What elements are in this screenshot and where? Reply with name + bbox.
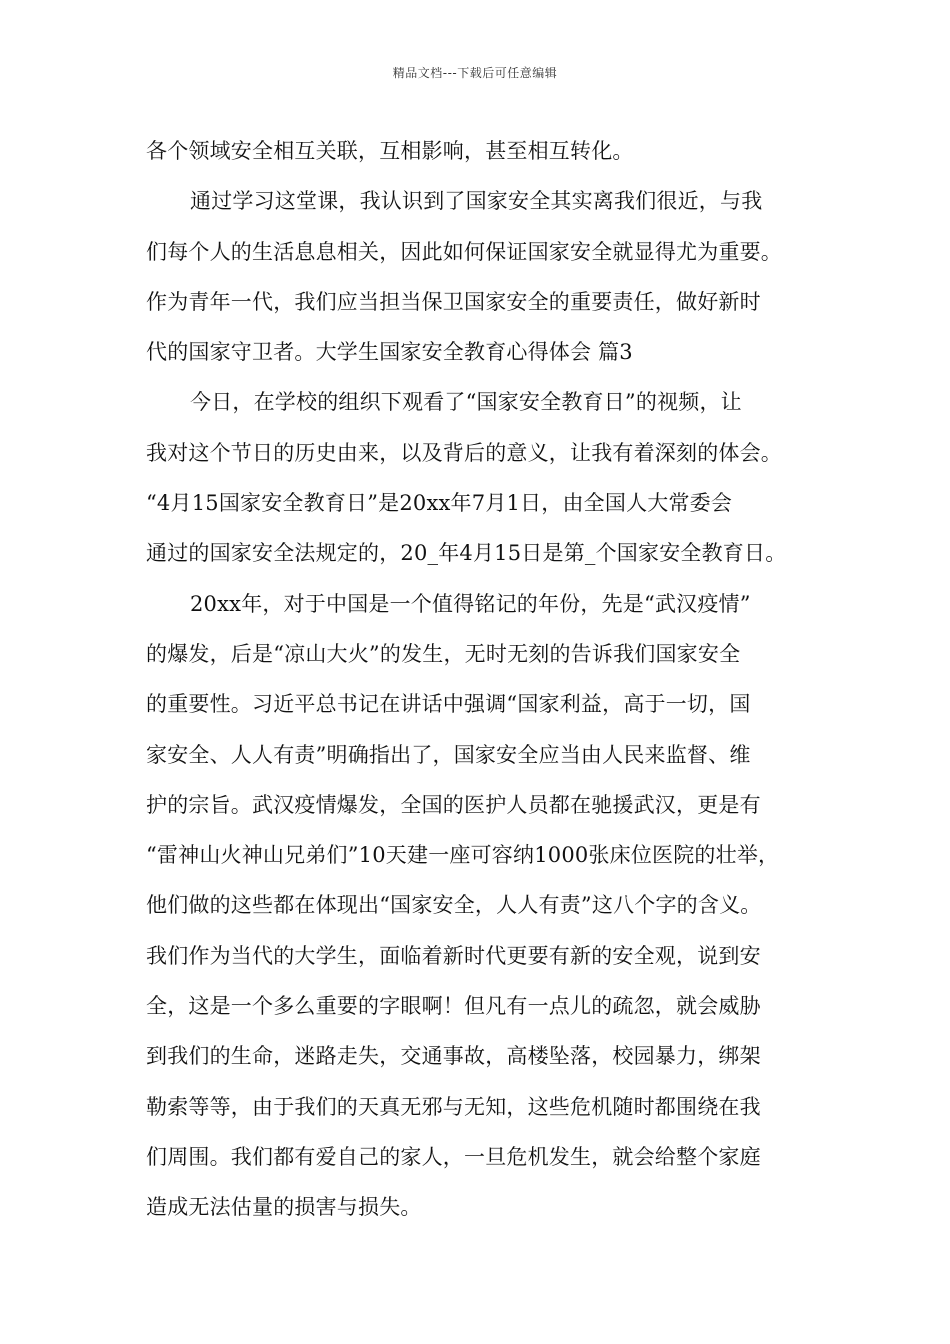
document-body (146, 126, 836, 1233)
page-header: 精品文档---下载后可任意编辑 (392, 66, 558, 80)
text-line: 今日，在学校的组织下观看了“国家安全教育日”的视频，让 (190, 390, 742, 415)
text-line: 通过的国家安全法规定的，20_年4月15日是第_个国家安全教育日。 (146, 541, 787, 566)
text-line: 他们做的这些都在体现出“国家安全，人人有责”这八个字的含义。 (146, 893, 762, 918)
text-line: 我们作为当代的大学生，面临着新时代更要有新的安全观，说到安 (146, 943, 761, 968)
text-line: 各个领域安全相互关联，互相影响，甚至相互转化。 (146, 139, 634, 163)
text-line: 护的宗旨。武汉疫情爆发，全国的医护人员都在驰援武汉，更是有 (146, 792, 761, 817)
text-line: 作为青年一代，我们应当担当保卫国家安全的重要责任，做好新时 (146, 289, 761, 314)
text-line: 家安全、人人有责”明确指出了，国家安全应当由人民来监督、维 (146, 742, 751, 767)
text-line: 全，这是一个多么重要的字眼啊！但凡有一点儿的疏忽，就会威胁 (146, 994, 761, 1019)
text-line: 通过学习这堂课，我认识到了国家安全其实离我们很近，与我 (190, 189, 763, 214)
text-line: 勒索等等，由于我们的天真无邪与无知，这些危机随时都围绕在我 (146, 1094, 761, 1119)
text-line: “雷神山火神山兄弟们”10天建一座可容纳1000张床位医院的壮举， (146, 843, 780, 868)
text-line: 们每个人的生活息息相关，因此如何保证国家安全就显得尤为重要。 (146, 239, 782, 264)
text-line: 造成无法估量的损害与损失。 (146, 1195, 422, 1220)
text-line: 们周围。我们都有爱自己的家人，一旦危机发生，就会给整个家庭 (146, 1144, 761, 1169)
text-line: 我对这个节日的历史由来，以及背后的意义，让我有着深刻的体会。 (146, 440, 782, 465)
text-line: 到我们的生命，迷路走失，交通事故，高楼坠落，校园暴力，绑架 (146, 1044, 761, 1069)
text-line: 的重要性。习近平总书记在讲话中强调“国家利益，高于一切，国 (146, 692, 751, 717)
text-line: 代的国家守卫者。大学生国家安全教育心得体会 篇3 (146, 340, 633, 365)
text-line: 的爆发，后是“凉山大火”的发生，无时无刻的告诉我们国家安全 (146, 641, 741, 666)
text-line: 20xx年，对于中国是一个值得铭记的年份，先是“武汉疫情” (190, 591, 751, 616)
text-line: “4月15国家安全教育日”是20xx年7月1日，由全国人大常委会 (146, 491, 733, 516)
